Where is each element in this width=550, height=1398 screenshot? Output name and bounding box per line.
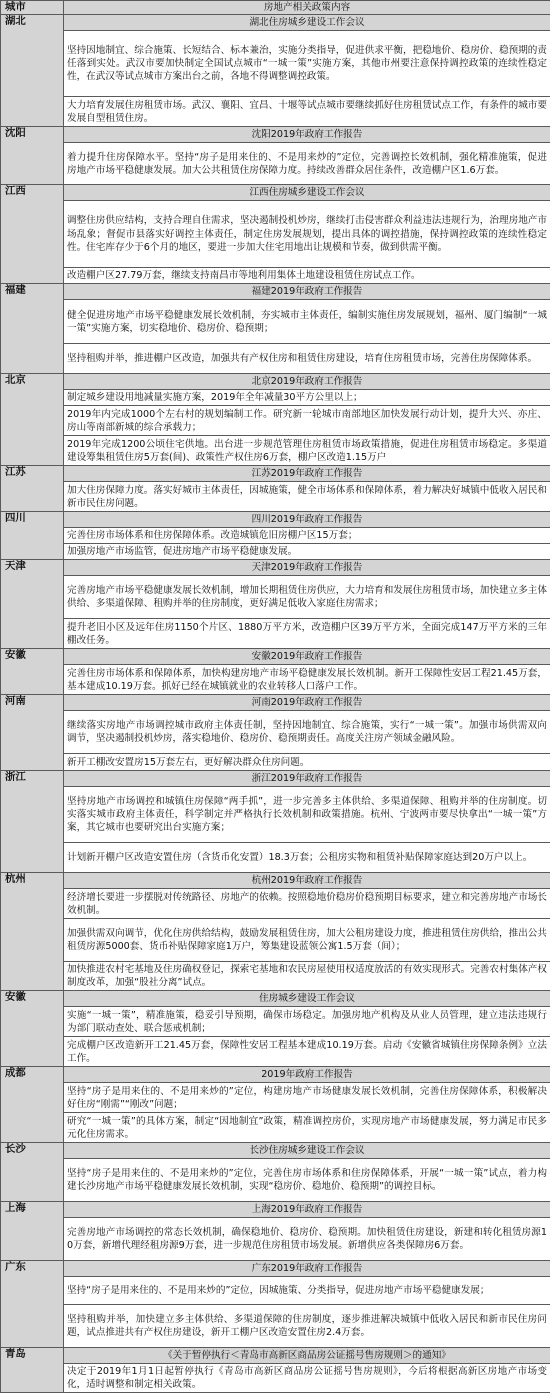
policy-text: 完成棚户区改造新开工21.45万套，保障性安居工程基本建成10.19万套。启动《安徽省城镇住房保障条例》立法工作。 (64, 1037, 550, 1067)
policy-row (1, 97, 550, 127)
policy-text: 2019年完成1200公顷住宅供地。出台进一步规范管理住房租赁市场政策措施，促进住房租赁市场稳定。多渠道建设筹集租赁住房5万套(间)、政策性产权住房6万套，棚户区改造1.15万户 (64, 436, 550, 466)
section-title: 住房城乡建设工作会议 (64, 991, 550, 1007)
section-title: 安徽2019年政府工作报告 (64, 649, 550, 665)
city-cell: 安徽 (1, 991, 64, 1067)
policy-row (1, 1364, 550, 1393)
policy-text: 坚持租购并举，推进棚户区改造，加强共有产权住房和租赁住房建设，培育住房租赁市场，完善住房保障体系。 (64, 344, 550, 374)
policy-row (1, 1218, 550, 1261)
policy-row (1, 962, 550, 991)
policy-row (1, 528, 550, 544)
section-title: 《关于暂停执行＜青岛市高新区商品房公证摇号售房规则＞的通知》 (64, 1348, 550, 1364)
policy-row (1, 787, 550, 843)
section-header-row (1, 873, 550, 889)
section-header-row (1, 695, 550, 711)
city-cell: 福建 (1, 284, 64, 374)
policy-text: 加强供需双向调节，优化住房供给结构，鼓励发展租赁住房，加大公租房建设力度，推进租赁住房供给，推出公共租赁房源5000套、货币补贴保障家庭1万户，筹集建设蓝领公寓1.5万套（间）； (64, 919, 550, 962)
section-header-row (1, 127, 550, 143)
section-title: 上海2019年政府工作报告 (64, 1202, 550, 1218)
section-header-row (1, 1067, 550, 1083)
policy-row (1, 143, 550, 185)
policy-row (1, 344, 550, 374)
policy-text: 改造棚户区27.79万套，继续支持南昌市等地利用集体土地建设租赁住房试点工作。 (64, 268, 550, 284)
policy-row (1, 1037, 550, 1067)
section-title: 广东2019年政府工作报告 (64, 1261, 550, 1277)
section-title: 沈阳2019年政府工作报告 (64, 127, 550, 143)
policy-row (1, 482, 550, 512)
section-header-row (1, 1261, 550, 1277)
section-title: 四川2019年政府工作报告 (64, 512, 550, 528)
policy-row (1, 1277, 550, 1305)
policy-row (1, 843, 550, 873)
policy-row (1, 201, 550, 268)
policy-table-body (1, 1, 550, 1393)
policy-text: 提升老旧小区及远年住房1150个片区、1880万平方米，改造棚户区39万平方米，全面完成147万平方米的三年棚改任务。 (64, 619, 550, 649)
policy-text: 坚持“房子是用来住的、不是用来炒的”定位，构建房地产市场健康发展长效机制，完善住房保障体系，积极解决好住房“刚需”“刚改”问题； (64, 1083, 550, 1113)
section-title: 天津2019年政府工作报告 (64, 560, 550, 576)
section-header-row (1, 374, 550, 390)
policy-text: 坚持“房子是用来住的、不是用来炒的”定位，完善住房市场体系和住房保障体系，开展“一城一策”试点，着力构建长沙房地产市场平稳健康发展长效机制，实现“稳房价、稳地价、稳预期”的调控目标。 (64, 1159, 550, 1202)
policy-text: 加快推进农村宅基地及住房确权登记，探索宅基地和农民房屋使用权适度放活的有效实现形式。完善农村集体产权制度改革，加强“股社分离”试点。 (64, 962, 550, 991)
section-header-row (1, 284, 550, 300)
section-title: 长沙住房城乡建设工作会议 (64, 1143, 550, 1159)
policy-text: 决定于2019年1月1日起暂停执行《青岛市高新区商品房公证摇号售房规则》，今后将根据高新区房地产市场变化，适时调整和制定相关政策。 (64, 1364, 550, 1393)
policy-row (1, 889, 550, 919)
section-title: 福建2019年政府工作报告 (64, 284, 550, 300)
city-cell: 湖北 (1, 15, 64, 127)
city-cell: 天津 (1, 560, 64, 649)
policy-text: 完善房地产市场平稳健康发展长效机制，增加长期租赁住房供应，大力培育和发展住房租赁市场，加快建立多主体供给、多渠道保障、租购并举的住房制度，更好满足低收入家庭住房需求； (64, 576, 550, 619)
city-cell: 上海 (1, 1202, 64, 1261)
city-cell: 北京 (1, 374, 64, 466)
policy-row (1, 576, 550, 619)
policy-row (1, 390, 550, 406)
city-cell: 浙江 (1, 771, 64, 873)
city-cell: 广东 (1, 1261, 64, 1348)
section-header-row (1, 991, 550, 1007)
section-title: 江苏2019年政府工作报告 (64, 466, 550, 482)
section-title: 河南2019年政府工作报告 (64, 695, 550, 711)
section-title: 江西住房城乡建设工作会议 (64, 185, 550, 201)
policy-row (1, 300, 550, 344)
policy-text: 计划新开棚户区改造安置住房（含货币化安置）18.3万套；公租房实物和租赁补贴保障家庭达到20万户以上。 (64, 843, 550, 873)
policy-text: 新开工棚改安置房15万套左右，更好解决群众住房问题。 (64, 754, 550, 771)
policy-text: 经济增长要进一步摆脱对传统路径、房地产的依赖。按照稳地价稳房价稳预期目标要求，建立和完善房地产市场长效机制。 (64, 889, 550, 919)
section-header-row (1, 15, 550, 31)
policy-text: 调整住房供应结构，支持合理自住需求，坚决遏制投机炒房，继续打击侵害群众利益违法违规行为，治理房地产市场乱象；督促市县落实好调控主体责任，制定住房发展规划，提出具体的调控措施，保持调控政策的连续性稳定性。住宅库存少于6个月的地区，要进一步加大住宅用地出让规模和节奏，做到供需平衡。 (64, 201, 550, 268)
policy-text: 健全促进房地产市场平稳健康发展长效机制，夯实城市主体责任，编制实施住房发展规划，福州、厦门编制“一城一策”实施方案，切实稳地价、稳房价、稳预期； (64, 300, 550, 344)
policy-row (1, 436, 550, 466)
policy-text: 完善房地产市场调控的常态长效机制，确保稳地价、稳房价、稳预期。加快租赁住房建设，新建和转化租赁房源10万套，新增代理经租房源9万套，进一步规范住房租赁市场发展。新增供应各类保障房6万套。 (64, 1218, 550, 1261)
city-cell: 江西 (1, 185, 64, 284)
policy-text: 继续落实房地产市场调控城市政府主体责任制，坚持因地制宜、综合施策，实行“一城一策”。加强市场供需双向调节，坚决遏制投机炒房，落实稳地价、稳房价、稳预期责任。高度关注房产领域金融风险。 (64, 711, 550, 754)
section-header-row (1, 1202, 550, 1218)
policy-row (1, 711, 550, 754)
city-cell: 青岛 (1, 1348, 64, 1393)
policy-text: 加大住房保障力度。落实好城市主体责任，因城施策，健全市场体系和保障体系，着力解决好城镇中低收入居民和新市民住房问题。 (64, 482, 550, 512)
policy-row (1, 544, 550, 560)
policy-text: 坚持因地制宜、综合施策、长短结合、标本兼治，实施分类指导，促进供求平衡，把稳地价、稳房价、稳预期的责任落到实处。武汉市要加快制定全国试点城市“一城一策”实施方案，其他市州要注意保持调控政策的连续性稳定性，在武汉等试点城市方案出台之前，各地不得调整调控政策。 (64, 31, 550, 97)
policy-text: 着力提升住房保障水平。坚持“房子是用来住的、不是用来炒的”定位，完善调控长效机制，强化精准施策，促进房地产市场平稳健康发展。加大公共租赁住房保障力度。持续改善群众居住条件，改造棚户区1.6万套。 (64, 143, 550, 185)
city-column-header: 城市 (1, 1, 64, 15)
city-cell: 安徽 (1, 649, 64, 695)
city-cell: 沈阳 (1, 127, 64, 185)
city-cell: 杭州 (1, 873, 64, 991)
policy-text: 大力培育发展住房租赁市场。武汉、襄阳、宜昌、十堰等试点城市要继续抓好住房租赁试点工作，有条件的城市要发展自型租赁住房。 (64, 97, 550, 127)
policy-text: 坚持租购并举，加快建立多主体供给、多渠道保障的住房制度，逐步推进解决城镇中低收入居民和新市民住房问题，试点推进共有产权住房建设，新开工棚户区改造安置住房2.4万套。 (64, 1305, 550, 1348)
policy-text: 坚持房地产市场调控和城镇住房保障“两手抓”，进一步完善多主体供给、多渠道保障、租购并举的住房制度。切实落实城市政府主体责任，科学制定并严格执行长效机制和政策措施。杭州、宁波两市要尽快拿出“一城一策”方案，其它城市也要研究出台实施方案； (64, 787, 550, 843)
policy-text: 完善住房市场体系和住房保障体系。改造城镇危旧房棚户区15万套； (64, 528, 550, 544)
section-title: 2019年政府工作报告 (64, 1067, 550, 1083)
policy-text: 完善住房市场体系和保障体系，加快构建房地产市场平稳健康发展长效机制。新开工保障性安居工程21.45万套，基本建成10.19万套。抓好已经在城镇就业的农业转移人口落户工作。 (64, 665, 550, 695)
policy-row (1, 665, 550, 695)
policy-text: 坚持“房子是用来住的、不是用来炒的”定位，因城施策、分类指导，促进房地产市场平稳健康发展； (64, 1277, 550, 1305)
city-cell: 江苏 (1, 466, 64, 512)
section-header-row (1, 185, 550, 201)
section-title: 湖北住房城乡建设工作会议 (64, 15, 550, 31)
section-header-row (1, 649, 550, 665)
city-cell: 河南 (1, 695, 64, 771)
city-cell: 四川 (1, 512, 64, 560)
policy-row (1, 619, 550, 649)
section-header-row (1, 1143, 550, 1159)
section-header-row (1, 1348, 550, 1364)
section-title: 北京2019年政府工作报告 (64, 374, 550, 390)
policy-row (1, 1083, 550, 1113)
city-cell: 长沙 (1, 1143, 64, 1202)
policy-text: 加强房地产市场监管，促进房地产市场平稳健康发展。 (64, 544, 550, 560)
policy-row (1, 1113, 550, 1143)
section-header-row (1, 771, 550, 787)
section-header-row (1, 466, 550, 482)
section-header-row (1, 560, 550, 576)
policy-row (1, 1007, 550, 1037)
policy-text: 制定城乡建设用地减量实施方案，2019年全年减量30平方公里以上； (64, 390, 550, 406)
policy-text: 研究“一城一策”的具体方案，制定“因地制宜”政策，精准调控房价，实现房地产市场健康发展，努力满足市民多元化住房需求。 (64, 1113, 550, 1143)
section-header-row (1, 512, 550, 528)
policy-row (1, 1159, 550, 1202)
policy-text: 2019年内完成1000个左右村的规划编制工作。研究新一轮城市南部地区加快发展行动计划，提升大兴、亦庄、房山等南部新城的综合承载力； (64, 406, 550, 436)
policy-row (1, 268, 550, 284)
policy-row (1, 1305, 550, 1348)
table-header-row (1, 1, 550, 15)
policy-row (1, 754, 550, 771)
content-column-header: 房地产相关政策内容 (64, 1, 550, 15)
policy-text: 实施“一城一策”，精准施策，稳妥引导预期，确保市场稳定。加强房地产机构及从业人员管理，建立违法违规行为部门联动查处、联合惩戒机制； (64, 1007, 550, 1037)
policy-row (1, 919, 550, 962)
policy-row (1, 406, 550, 436)
section-title: 浙江2019年政府工作报告 (64, 771, 550, 787)
section-title: 杭州2019年政府工作报告 (64, 873, 550, 889)
city-cell: 成都 (1, 1067, 64, 1143)
policy-row (1, 31, 550, 97)
